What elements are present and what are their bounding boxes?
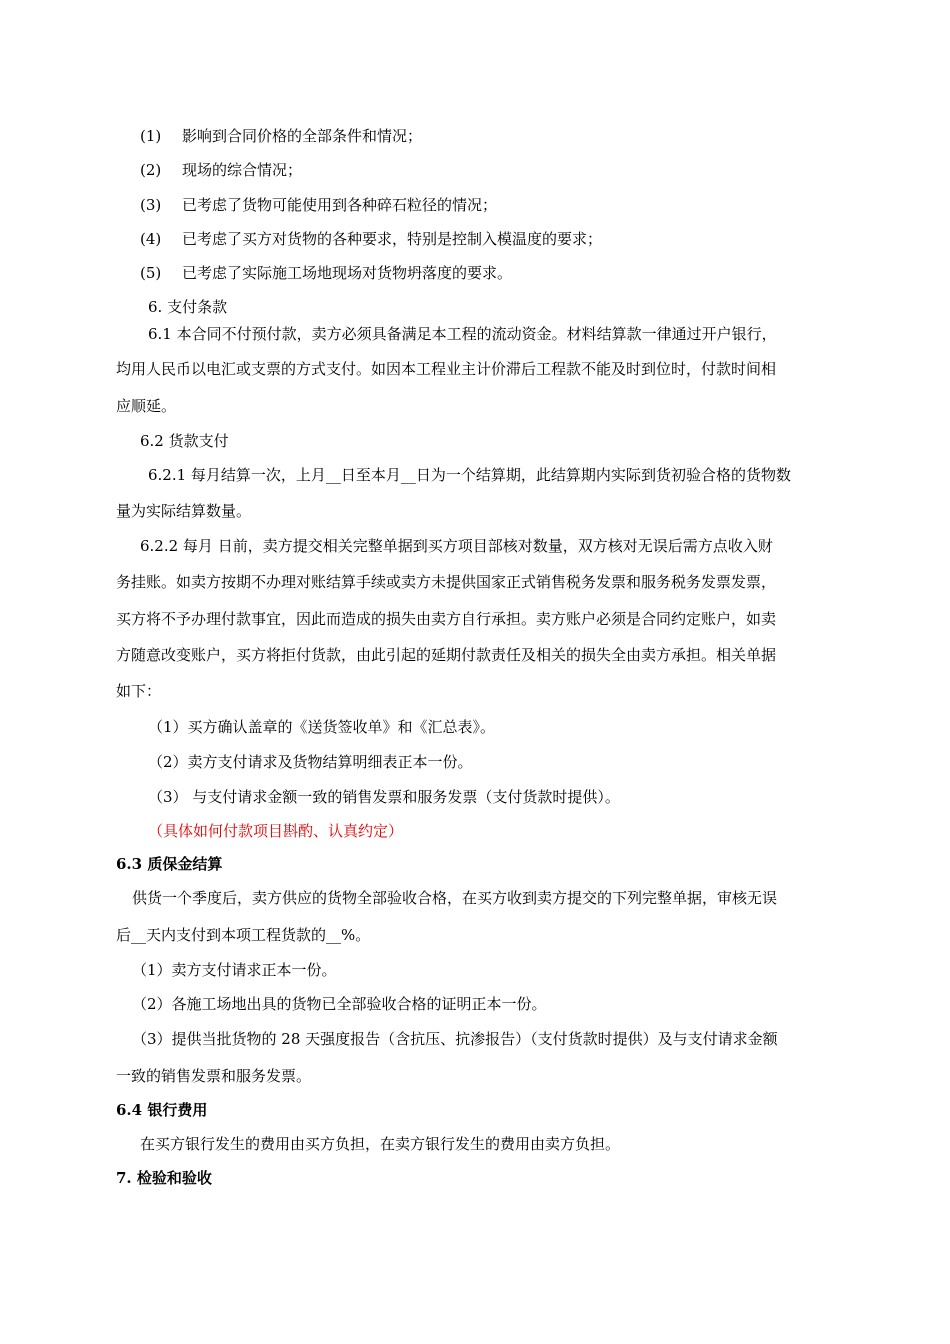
section-6-3-heading: 6.3 质保金结算: [116, 855, 223, 873]
list-item-number: (1): [140, 127, 162, 145]
document-list-item: （1）卖方支付请求正本一份。: [132, 961, 337, 979]
paragraph-6-4: 在买方银行发生的费用由买方负担，在卖方银行发生的费用由卖方负担。: [140, 1135, 621, 1153]
list-item-number: (3): [140, 196, 162, 214]
section-7-heading: 7. 检验和验收: [116, 1169, 212, 1187]
list-item-number: (2): [140, 161, 162, 179]
paragraph-6-3-line-2: 后__天内支付到本项工程货款的__%。: [116, 926, 371, 944]
list-item-text: 已考虑了买方对货物的各种要求，特别是控制入模温度的要求；: [182, 230, 603, 248]
list-item-number: (4): [140, 230, 162, 248]
list-item-text: 已考虑了实际施工场地现场对货物坍落度的要求。: [182, 264, 513, 282]
paragraph-6-1-line-2: 均用人民币以电汇或支票的方式支付。如因本工程业主计价滞后工程款不能及时到位时，付款时间相: [116, 360, 777, 378]
section-6-heading: 6. 支付条款: [148, 298, 228, 316]
paragraph-6-1-line-3: 应顺延。: [116, 397, 177, 415]
paragraph-6-2-2-line-5: 如下：: [116, 682, 162, 700]
list-item: [140, 229, 602, 249]
section-6-4-heading: 6.4 银行费用: [116, 1101, 208, 1119]
paragraph-6-2-2-line-3: 买方将不予办理付款事宜，因此而造成的损失由卖方自行承担。卖方账户必须是合同约定账户，如卖: [116, 610, 777, 628]
document-list-item: （3）提供当批货物的 28 天强度报告（含抗压、抗渗报告）（支付货款时提供）及与支付请求金额: [132, 1030, 778, 1048]
document-list-item: （1）买方确认盖章的《送货签收单》和《汇总表》。: [148, 718, 496, 736]
list-item-number: (5): [140, 264, 162, 282]
section-6-2-heading: 6.2 货款支付: [140, 432, 229, 450]
list-item-text: 影响到合同价格的全部条件和情况；: [182, 127, 423, 145]
paragraph-6-1-line-1: 6.1 本合同不付预付款，卖方必须具备满足本工程的流动资金。材料结算款一律通过开户银行，: [148, 325, 777, 343]
document-list-item: （3） 与支付请求金额一致的销售发票和服务发票（支付货款时提供）。: [148, 788, 620, 806]
list-item: [140, 263, 512, 283]
document-list-item-continuation: 一致的销售发票和服务发票。: [116, 1067, 312, 1085]
list-item: [140, 195, 497, 215]
paragraph-6-2-2-line-4: 方随意改变账户，买方将拒付货款，由此引起的延期付款责任及相关的损失全由卖方承担。相关单据: [116, 646, 777, 664]
document-list-item: （2）各施工场地出具的货物已全部验收合格的证明正本一份。: [132, 995, 547, 1013]
paragraph-6-2-1-line-1: 6.2.1 每月结算一次，上月__日至本月__日为一个结算期，此结算期内实际到货初验合格的货物数: [148, 466, 791, 484]
list-item-text: 已考虑了货物可能使用到各种碎石粒径的情况；: [182, 196, 498, 214]
payment-note: （具体如何付款项目斟酌、认真约定）: [148, 822, 404, 840]
paragraph-6-2-2-line-1: 6.2.2 每月 日前，卖方提交相关完整单据到买方项目部核对数量，双方核对无误后需方点收入财: [140, 537, 773, 555]
list-item-text: 现场的综合情况；: [182, 161, 303, 179]
list-item: [140, 160, 302, 180]
document-list-item: （2）卖方支付请求及货物结算明细表正本一份。: [148, 753, 473, 771]
paragraph-6-2-2-line-2: 务挂账。如卖方按期不办理对账结算手续或卖方未提供国家正式销售税务发票和服务税务发票发票，: [116, 573, 777, 591]
list-item: [140, 126, 422, 146]
paragraph-6-3-line-1: 供货一个季度后，卖方供应的货物全部验收合格，在买方收到卖方提交的下列完整单据，审核无误: [132, 889, 778, 907]
paragraph-6-2-1-line-2: 量为实际结算数量。: [116, 502, 252, 520]
